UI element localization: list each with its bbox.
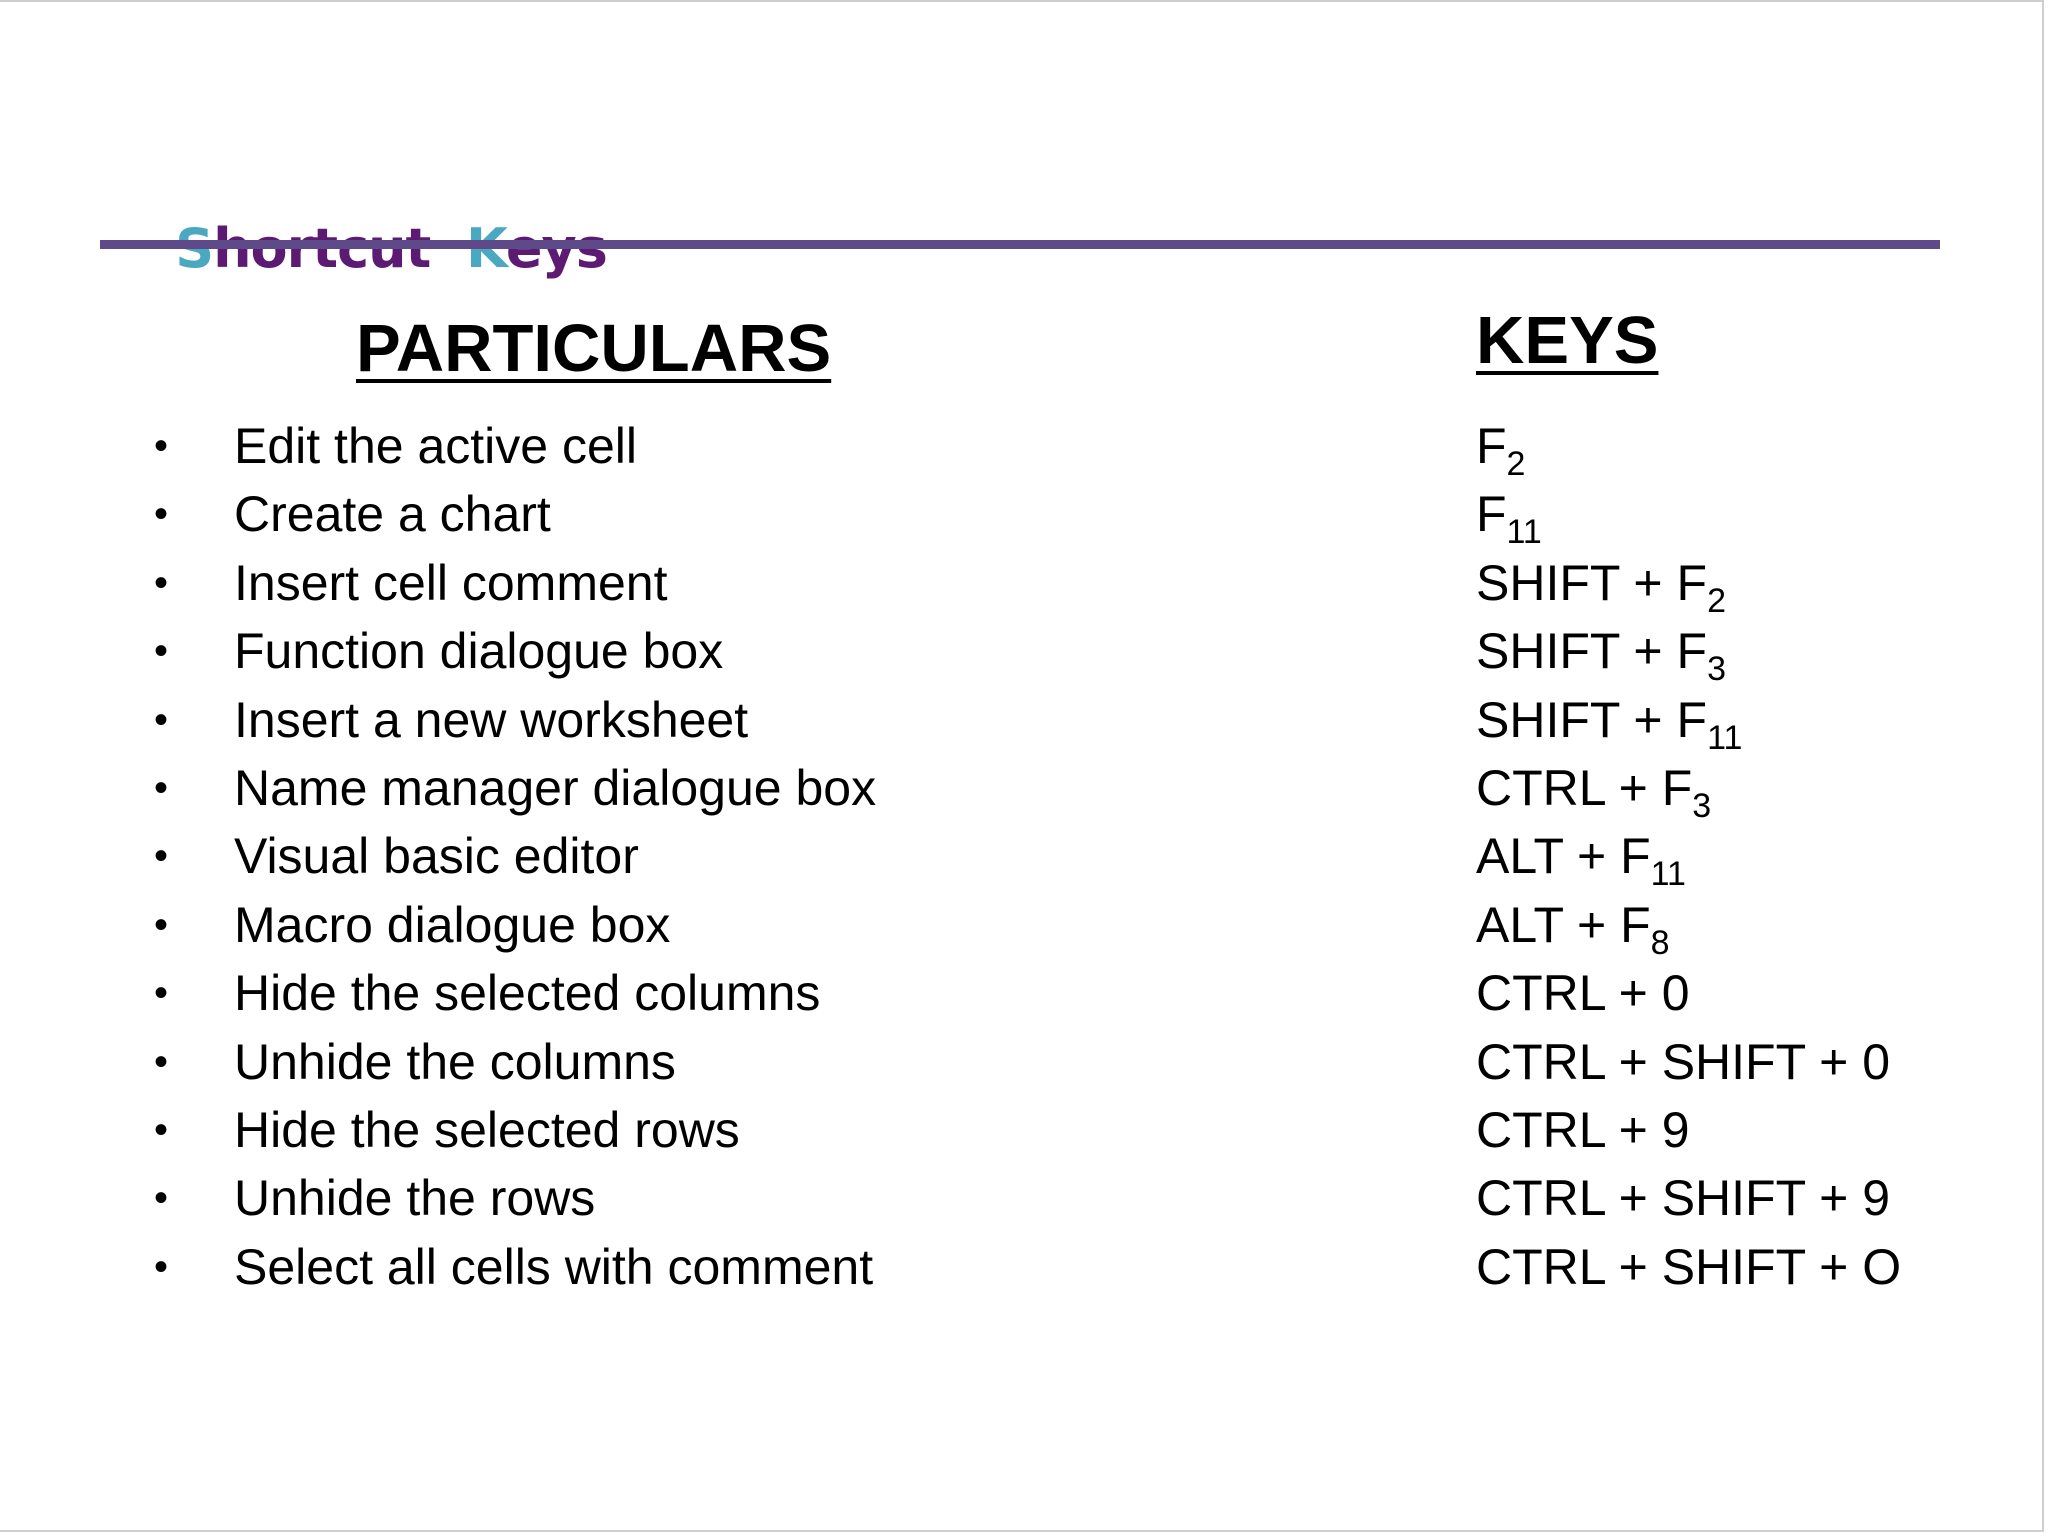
particular-text: Create a chart — [234, 486, 551, 543]
shortcut-row — [0, 1233, 2000, 1301]
key-combination — [1476, 959, 1690, 1027]
bullet-icon: • — [154, 1039, 169, 1084]
bullet-icon: • — [154, 766, 169, 810]
bullet-icon: • — [154, 629, 169, 674]
key-combination — [1476, 1096, 1690, 1164]
key-combination — [1476, 822, 1686, 894]
particular-text: Insert a new worksheet — [234, 691, 749, 748]
particular-text: Unhide the rows — [234, 1170, 596, 1227]
shortcut-row — [0, 1164, 2000, 1232]
particulars-header: PARTICULARS — [356, 311, 832, 386]
key-combination — [1476, 617, 1726, 689]
shortcut-row — [0, 686, 2000, 757]
bullet-icon: • — [154, 834, 169, 879]
bullet-icon: • — [154, 1176, 169, 1221]
key-text: CTRL + SHIFT + 9 — [1476, 1170, 1891, 1227]
key-combination — [1476, 1233, 1901, 1301]
particular-text: Insert cell comment — [234, 554, 668, 611]
shortcut-row — [0, 480, 2000, 552]
shortcut-row — [0, 412, 2000, 483]
bullet-icon: • — [154, 560, 169, 605]
key-text: SHIFT + F — [1476, 691, 1708, 748]
key-subscript: 2 — [1506, 445, 1526, 483]
key-combination — [1476, 891, 1670, 962]
key-subscript: 2 — [1707, 581, 1726, 620]
key-text: SHIFT + F — [1476, 554, 1708, 611]
shortcut-row — [0, 822, 2000, 894]
key-combination — [1476, 480, 1542, 552]
particular-text: Macro dialogue box — [234, 896, 671, 953]
key-combination — [1476, 549, 1726, 620]
key-combination — [1476, 412, 1526, 483]
key-combination — [1476, 754, 1712, 825]
bullet-icon: • — [154, 902, 169, 947]
key-subscript: 11 — [1506, 513, 1542, 552]
bullet-icon: • — [154, 971, 169, 1016]
shortcut-row — [0, 549, 2000, 620]
particular-text: Name manager dialogue box — [234, 760, 877, 816]
keys-header: KEYS — [1476, 303, 1659, 378]
particular-text: Select all cells with comment — [234, 1238, 874, 1295]
key-text: CTRL + 9 — [1476, 1102, 1690, 1158]
shortcut-row — [0, 754, 2000, 825]
key-text: CTRL + SHIFT + O — [1476, 1238, 1902, 1295]
shortcut-row — [0, 1028, 2000, 1096]
bullet-icon: • — [154, 1108, 169, 1152]
key-text: F — [1476, 418, 1507, 474]
key-text: SHIFT + F — [1476, 623, 1708, 680]
title-divider — [100, 240, 1940, 249]
key-text: CTRL + F — [1476, 760, 1693, 816]
bullet-icon: • — [154, 424, 169, 468]
key-subscript: 8 — [1650, 923, 1670, 962]
particular-text: Unhide the columns — [234, 1033, 676, 1090]
shortcut-row — [0, 617, 2000, 689]
particular-text: Hide the selected rows — [234, 1102, 740, 1158]
key-text: F — [1476, 486, 1507, 543]
bullet-icon: • — [154, 1244, 169, 1289]
particular-text: Hide the selected columns — [234, 965, 821, 1022]
key-combination — [1476, 686, 1743, 757]
key-combination — [1476, 1164, 1890, 1232]
key-text: ALT + F — [1476, 828, 1651, 885]
key-text: CTRL + SHIFT + 0 — [1476, 1033, 1891, 1090]
particular-text: Visual basic editor — [234, 828, 639, 885]
shortcut-row — [0, 959, 2000, 1027]
bullet-icon: • — [154, 492, 169, 537]
shortcut-row — [0, 891, 2000, 962]
key-combination — [1476, 1028, 1890, 1096]
particular-text: Edit the active cell — [234, 418, 637, 474]
key-subscript: 11 — [1650, 855, 1686, 894]
key-subscript: 11 — [1707, 718, 1743, 757]
key-subscript: 3 — [1692, 787, 1712, 825]
particular-text: Function dialogue box — [234, 623, 724, 680]
key-text: ALT + F — [1476, 896, 1651, 953]
shortcut-row — [0, 1096, 2000, 1164]
key-text: CTRL + 0 — [1476, 965, 1690, 1022]
key-subscript: 3 — [1707, 650, 1726, 689]
bullet-icon: • — [154, 697, 169, 742]
